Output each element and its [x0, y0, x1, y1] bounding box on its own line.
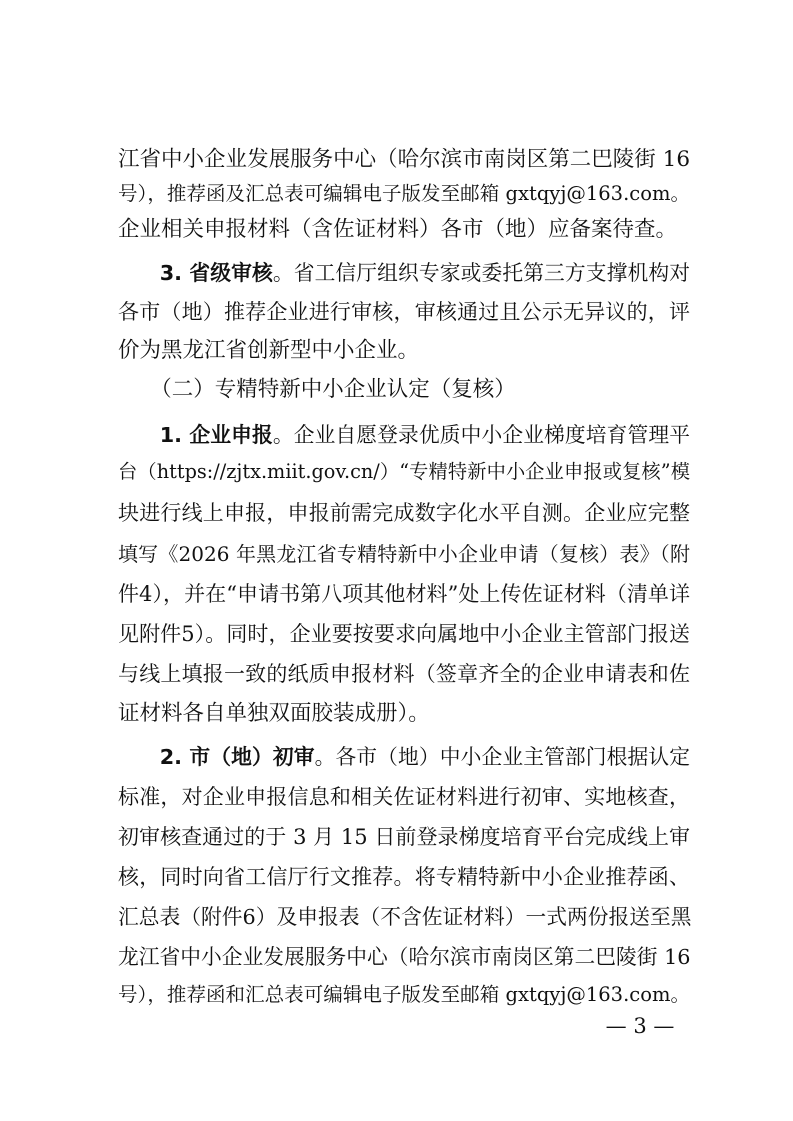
text-line: 证材料各自单独双面胶装成册）。 [118, 701, 430, 726]
bold-heading: 3. 省级审核 [159, 261, 273, 285]
text-line: 龙江省中小企业发展服务中心（哈尔滨市南岗区第二巴陵街 16 [118, 945, 691, 969]
text-line: 块进行线上申报，申报前需完成数字化水平自测。企业应完整 [118, 501, 690, 525]
page-number: — 3 — [605, 1014, 675, 1038]
bold-heading: 1. 企业申报 [159, 423, 273, 447]
text-line: 件4），并在“申请书第八项其他材料”处上传佐证材料（清单详 [118, 582, 690, 606]
text-line: 见附件5）。同时，企业要按要求向属地中小企业主管部门报送 [118, 622, 690, 646]
text-line: 江省中小企业发展服务中心（哈尔滨市南岗区第二巴陵街 16 [118, 147, 690, 172]
text-line: 核，同时向省工信厅行文推荐。将专精特新中小企业推荐函、 [118, 865, 690, 889]
section-heading-line: 3. 省级审核。省工信厅组织专家或委托第三方支撑机构对 [159, 261, 690, 285]
section-heading-line: 2. 市（地）初审。各市（地）中小企业主管部门根据认定 [159, 745, 690, 769]
text-line: 标准，对企业申报信息和相关佐证材料进行初审、实地核查， [118, 785, 690, 809]
text-line: 填写《2026 年黑龙江省专精特新中小企业申请（复核）表》（附 [118, 542, 690, 566]
text-line: 号），推荐函和汇总表可编辑电子版发至邮箱 gxtqyj@163.com。 [118, 983, 690, 1006]
section-heading-line: 1. 企业申报。企业自愿登录优质中小企业梯度培育管理平 [159, 423, 690, 447]
text-line: 汇总表（附件6）及申报表（不含佐证材料）一式两份报送至黑 [118, 905, 692, 929]
text-line: 价为黑龙江省创新型中小企业。 [118, 338, 420, 363]
text-line: 台（https://zjtx.miit.gov.cn/）“专精特新中小企业申报或复核”模 [118, 460, 690, 483]
text-line: 号），推荐函及汇总表可编辑电子版发至邮箱 gxtqyj@163.com。 [118, 182, 690, 205]
text-line: 初审核查通过的于 3 月 15 日前登录梯度培育平台完成线上审 [118, 825, 690, 849]
bold-heading: 2. 市（地）初审 [159, 745, 315, 769]
subsection-heading: （二）专精特新中小企业认定（复核） [118, 377, 516, 402]
text-line: 与线上填报一致的纸质申报材料（签章齐全的企业申请表和佐 [118, 662, 690, 686]
text-line: 企业相关申报材料（含佐证材料）各市（地）应备案待查。 [118, 217, 678, 242]
text-line: 各市（地）推荐企业进行审核，审核通过且公示无异议的，评 [118, 300, 690, 324]
